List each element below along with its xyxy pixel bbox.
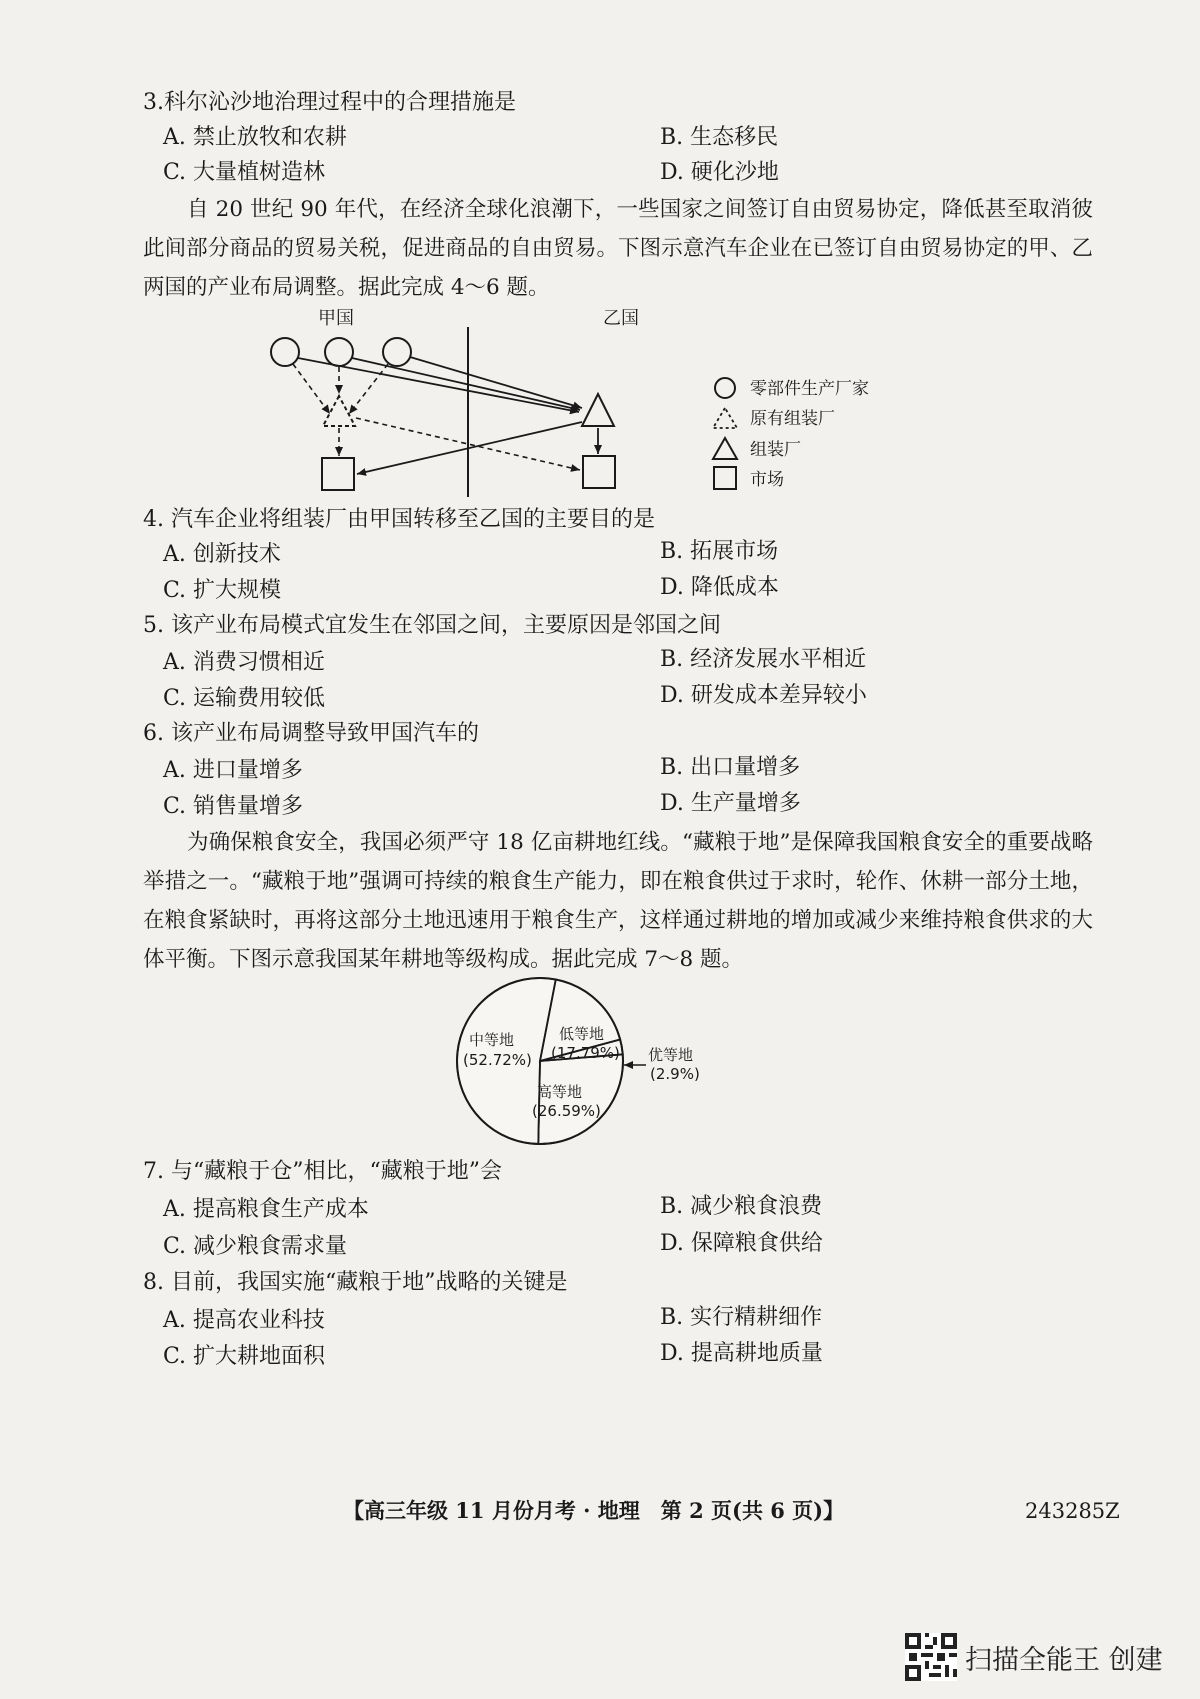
q8-option-a: A. 提高农业科技 (163, 1308, 325, 1333)
q7-option-c: C. 减少粮食需求量 (163, 1234, 348, 1259)
q6-stem: 6. 该产业布局调整导致甲国汽车的 (143, 721, 479, 746)
market-yi (583, 456, 615, 488)
q7-option-d: D. 保障粮食供给 (660, 1231, 823, 1256)
q7-option-a: A. 提高粮食生产成本 (163, 1197, 369, 1222)
q4-option-d: D. 降低成本 (660, 575, 779, 600)
q4-option-c: C. 扩大规模 (163, 578, 282, 603)
pie-value-high: (26.59%) (532, 1102, 601, 1120)
legend-triangle-icon (713, 438, 737, 459)
dashed-flow-1 (293, 364, 330, 414)
q3-option-c: C. 大量植树造林 (163, 160, 326, 185)
q6-option-b: B. 出口量增多 (660, 755, 801, 780)
pie-label-medium: 中等地 (469, 1031, 515, 1049)
country-label-yi: 乙国 (603, 308, 639, 329)
legend-dashed-triangle-icon (713, 408, 737, 428)
q5-stem: 5. 该产业布局模式宜发生在邻国之间，主要原因是邻国之间 (143, 613, 721, 638)
legend-circle-icon (715, 378, 735, 398)
q4-stem: 4. 汽车企业将组装厂由甲国转移至乙国的主要目的是 (143, 507, 655, 532)
market-jia (322, 458, 354, 490)
intro-7-8 (143, 823, 1093, 979)
parts-factory-1 (271, 338, 299, 366)
solid-flow-2 (352, 358, 580, 410)
pie-value-medium: (52.72%) (463, 1051, 532, 1069)
q5-option-a: A. 消费习惯相近 (163, 650, 325, 675)
solid-flow-5 (357, 422, 582, 474)
intro-4-6 (143, 190, 1093, 307)
q5-option-c: C. 运输费用较低 (163, 686, 326, 711)
legend-label-original-assembly: 原有组装厂 (750, 409, 835, 429)
q4-option-b: B. 拓展市场 (660, 539, 779, 564)
q3-option-d: D. 硬化沙地 (660, 160, 779, 185)
parts-factory-2 (325, 338, 353, 366)
scanner-text: 扫描全能王 创建 (965, 1644, 1163, 1676)
q8-option-b: B. 实行精耕细作 (660, 1305, 823, 1330)
diagram-legend (713, 378, 869, 490)
pie-value-low: (17.79%) (551, 1044, 620, 1062)
assembly-plant (582, 394, 614, 426)
legend-label-market: 市场 (750, 470, 784, 490)
qr-code-icon (905, 1633, 957, 1681)
scanner-watermark (905, 1633, 1163, 1681)
pie-label-excellent: 优等地 (648, 1046, 694, 1064)
q3-option-a: A. 禁止放牧和农耕 (163, 125, 347, 150)
q4-option-a: A. 创新技术 (163, 542, 281, 567)
solid-flow-3 (410, 357, 582, 408)
q3-stem: 3.科尔沁沙地治理过程中的合理措施是 (143, 90, 516, 115)
pie-label-low: 低等地 (559, 1025, 605, 1043)
q5-option-b: B. 经济发展水平相近 (660, 647, 867, 672)
q5-option-d: D. 研发成本差异较小 (660, 683, 867, 708)
q8-option-d: D. 提高耕地质量 (660, 1341, 823, 1366)
q8-stem: 8. 目前，我国实施“藏粮于地”战略的关键是 (143, 1270, 568, 1295)
q3-option-b: B. 生态移民 (660, 125, 779, 150)
legend-square-icon (714, 467, 736, 489)
q6-option-c: C. 销售量增多 (163, 794, 304, 819)
legend-label-parts: 零部件生产厂家 (750, 379, 869, 399)
industry-layout-diagram (0, 302, 1200, 502)
q7-stem: 7. 与“藏粮于仓”相比，“藏粮于地”会 (143, 1159, 502, 1184)
parts-factory-3 (383, 338, 411, 366)
farmland-grade-pie-chart (0, 973, 1200, 1153)
country-label-jia: 甲国 (318, 308, 354, 329)
intro-7-8-text: 为确保粮食安全，我国必须严守 18 亿亩耕地红线。“藏粮于地”是保障我国粮食安全的重要战略举措之一。“藏粮于地”强调可持续的粮食生产能力，即在粮食供过于求时，轮作、休耕一部分土地，在粮食紧缺时，再将这部分土地迅速用于粮食生产，这样通过耕地的增加或减少来维持粮食供求的大体平衡。下图示意我国某年耕地等级构成。据此完成 7～8 题。 (143, 830, 1093, 972)
pie-value-excellent: (2.9%) (650, 1065, 700, 1083)
q6-option-d: D. 生产量增多 (660, 791, 801, 816)
pie-label-high: 高等地 (537, 1083, 583, 1101)
exam-code: 243285Z (1025, 1499, 1120, 1523)
q8-option-c: C. 扩大耕地面积 (163, 1344, 326, 1369)
legend-label-assembly: 组装厂 (750, 440, 801, 460)
q7-option-b: B. 减少粮食浪费 (660, 1194, 823, 1219)
page-footer: 【高三年级 11 月份月考 · 地理 第 2 页(共 6 页)】 (343, 1498, 845, 1523)
intro-4-6-text: 自 20 世纪 90 年代，在经济全球化浪潮下，一些国家之间签订自由贸易协定，降低甚至取消彼此间部分商品的贸易关税，促进商品的自由贸易。下图示意汽车企业在已签订自由贸易协定的甲、乙两国的产业布局调整。据此完成 4～6 题。 (143, 197, 1093, 300)
q6-option-a: A. 进口量增多 (163, 758, 303, 783)
